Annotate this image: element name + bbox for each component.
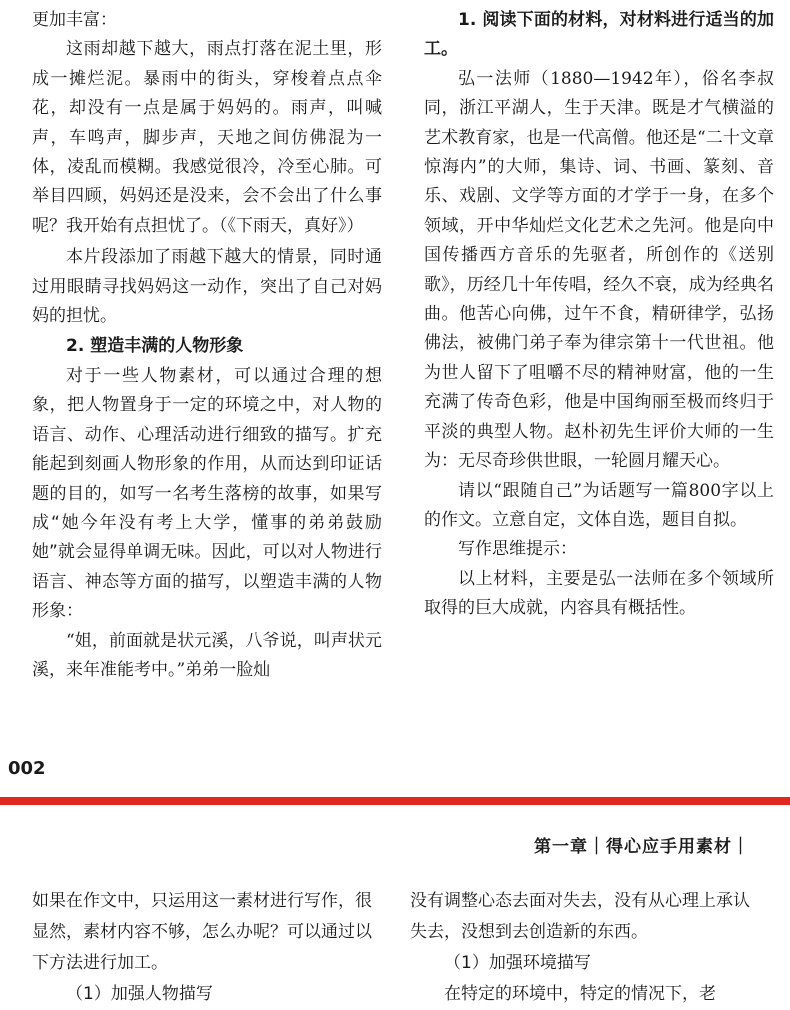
top-left-column bbox=[32, 0, 382, 685]
partial-line: 更加丰富： bbox=[32, 10, 117, 30]
comment-paragraph: 本片段添加了雨越下越大的情景，同时通过用眼睛寻找妈妈这一动作，突出了自己对妈妈的担忧。 bbox=[32, 247, 382, 327]
tips-body: 以上材料，主要是弘一法师在多个领域所取得的巨大成就，内容具有概括性。 bbox=[424, 568, 774, 619]
task-heading: 1. 阅读下面的材料，对材料进行适当的加工。 bbox=[424, 10, 774, 60]
bottom-left-column bbox=[32, 886, 382, 1010]
tips-label: 写作思维提示： bbox=[458, 539, 577, 560]
bottom-right-item-1: （1）加强环境描写 bbox=[444, 953, 591, 973]
essay-prompt: 请以“跟随自己”为话题写一篇800字以上的作文。立意自定，文体自选，题目自拟。 bbox=[424, 480, 774, 530]
top-right-column bbox=[424, 0, 774, 624]
bottom-left-paragraph: 如果在作文中，只运用这一素材进行写作，很显然，素材内容不够，怎么办呢？可以通过以下方法进行加工。 bbox=[32, 891, 372, 973]
section-heading-2: 2. 塑造丰满的人物形象 bbox=[66, 336, 244, 357]
example-dialogue: “姐，前面就是状元溪，八爷说，叫声状元溪，来年准能考中。”弟弟一脸灿 bbox=[32, 630, 382, 680]
page-number: 002 bbox=[8, 758, 46, 779]
material-passage: 弘一法师（1880—1942年），俗名李叔同，浙江平湖人，生于天津。既是才气横溢的艺术教育家，也是一代高僧。他还是“二十文章惊海内”的大师，集诗、词、书画、篆刻、音乐、戏剧、文学等方面的才学于一身，在多个领域，开中华灿烂文化艺术之先河。他是向中国传播西方音乐的先驱者，所创作的《送别歌》，历经几十年传唱，经久不衰，成为经典名曲。他苦心向佛，过午不食，精研律学，弘扬佛法，被佛门弟子奉为律宗第十一代世祖。他为世人留下了咀嚼不尽的精神财富，他的一生充满了传奇色彩，他是中国绚丽至极而终归于平淡的典型人物。赵朴初先生评价大师的一生为：无尽奇珍供世眼，一轮圆月耀天心。 bbox=[424, 68, 774, 472]
bottom-right-paragraph: 没有调整心态去面对失去，没有从心理上承认失去，没想到去创造新的东西。 bbox=[410, 891, 750, 942]
bottom-left-item-1: （1）加强人物描写 bbox=[66, 984, 213, 1004]
page-divider bbox=[0, 797, 790, 805]
bottom-right-column bbox=[410, 886, 760, 1010]
chapter-header: 第一章｜得心应手用素材｜ bbox=[534, 837, 750, 857]
section-body-2: 对于一些人物素材，可以通过合理的想象，把人物置身于一定的环境之中，对人物的语言、动作、心理活动进行细致的描写。扩充能起到刻画人物形象的作用，从而达到印证话题的目的，如写一名考生落榜的故事，如果写成“她今年没有考上大学，懂事的弟弟鼓励她”就会显得单调无味。因此，可以对人物进行语言、神态等方面的描写，以塑造丰满的人物形象： bbox=[32, 365, 382, 622]
example-rain-passage: 这雨却越下越大，雨点打落在泥土里，形成一摊烂泥。暴雨中的街头，穿梭着点点伞花，却没有一点是属于妈妈的。雨声，叫喊声，车鸣声，脚步声，天地之间仿佛混为一体，凌乱而模糊。我感觉很冷，冷至心肺。可举目四顾，妈妈还是没来，会不会出了什么事呢？我开始有点担忧了。（《下雨天，真好》） bbox=[32, 39, 382, 236]
bottom-right-paragraph-2: 在特定的环境中，特定的情况下，老 bbox=[444, 984, 716, 1004]
